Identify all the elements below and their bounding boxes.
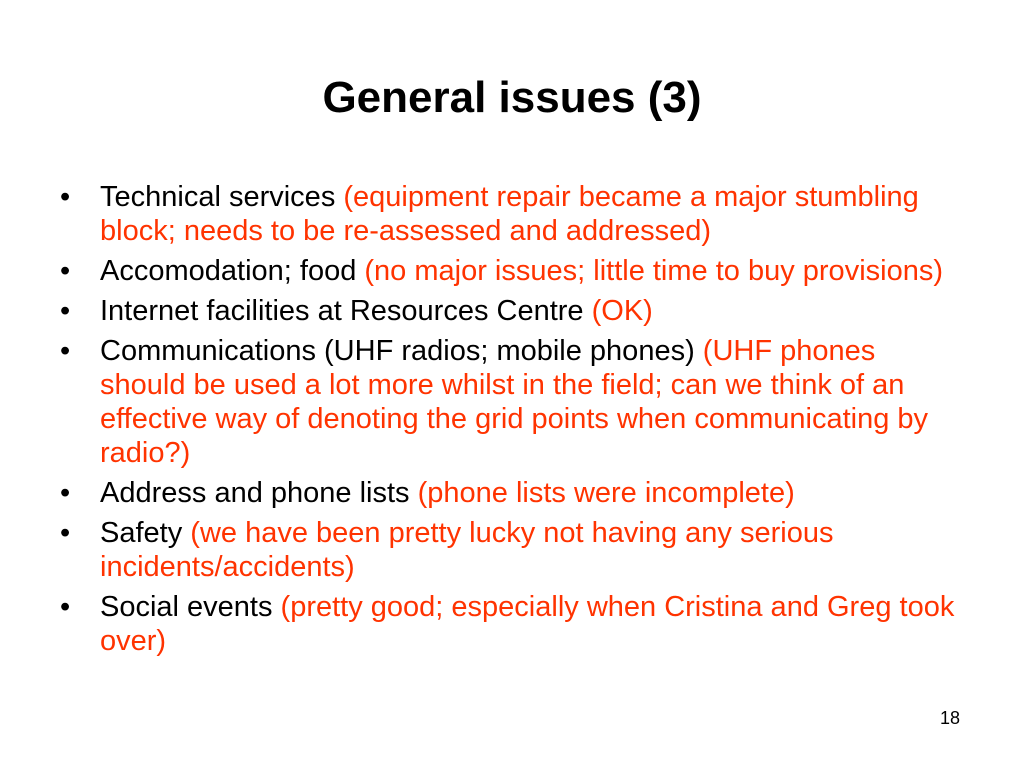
bullet-marker: • [60, 255, 71, 287]
bullet-item-communications [60, 334, 960, 470]
slide-title: General issues (3) [322, 73, 702, 122]
bullet-main-text: Safety [100, 517, 191, 549]
bullet-note-text: (we have been pretty lucky not having any serious incidents/accidents) [100, 517, 834, 583]
bullet-item-accomodation-food [60, 254, 960, 288]
bullet-marker: • [60, 335, 71, 367]
page-number: 18 [939, 708, 960, 728]
bullet-note-text: (UHF phones should be used a lot more whilst in the field; can we think of an effective way of denoting the grid points when communicating by radio?) [100, 335, 929, 469]
bullet-main-text: Internet facilities at Resources Centre [100, 295, 592, 327]
bullet-main-text: Communications (UHF radios; mobile phones) [100, 335, 703, 367]
bullet-marker: • [60, 517, 71, 549]
bullet-list [60, 180, 960, 664]
bullet-marker: • [60, 181, 71, 213]
bullet-note-text: (OK) [591, 295, 653, 327]
bullet-main-text: Accomodation; food [100, 255, 365, 287]
bullet-note-text: (equipment repair became a major stumbling block; needs to be re-assessed and addressed) [100, 181, 919, 247]
bullet-item-address-phone-lists [60, 476, 960, 510]
bullet-item-safety [60, 516, 960, 584]
bullet-main-text: Technical services [100, 181, 344, 213]
bullet-note-text: (pretty good; especially when Cristina and Greg took over) [100, 591, 955, 657]
bullet-main-text: Address and phone lists [100, 477, 418, 509]
bullet-note-text: (phone lists were incomplete) [417, 477, 795, 509]
bullet-note-text: (no major issues; little time to buy provisions) [364, 255, 943, 287]
bullet-marker: • [60, 591, 71, 623]
bullet-item-social-events [60, 590, 960, 658]
bullet-marker: • [60, 295, 71, 327]
bullet-main-text: Social events [100, 591, 281, 623]
bullet-marker: • [60, 477, 71, 509]
bullet-item-internet-facilities [60, 294, 960, 328]
bullet-item-technical-services [60, 180, 960, 248]
